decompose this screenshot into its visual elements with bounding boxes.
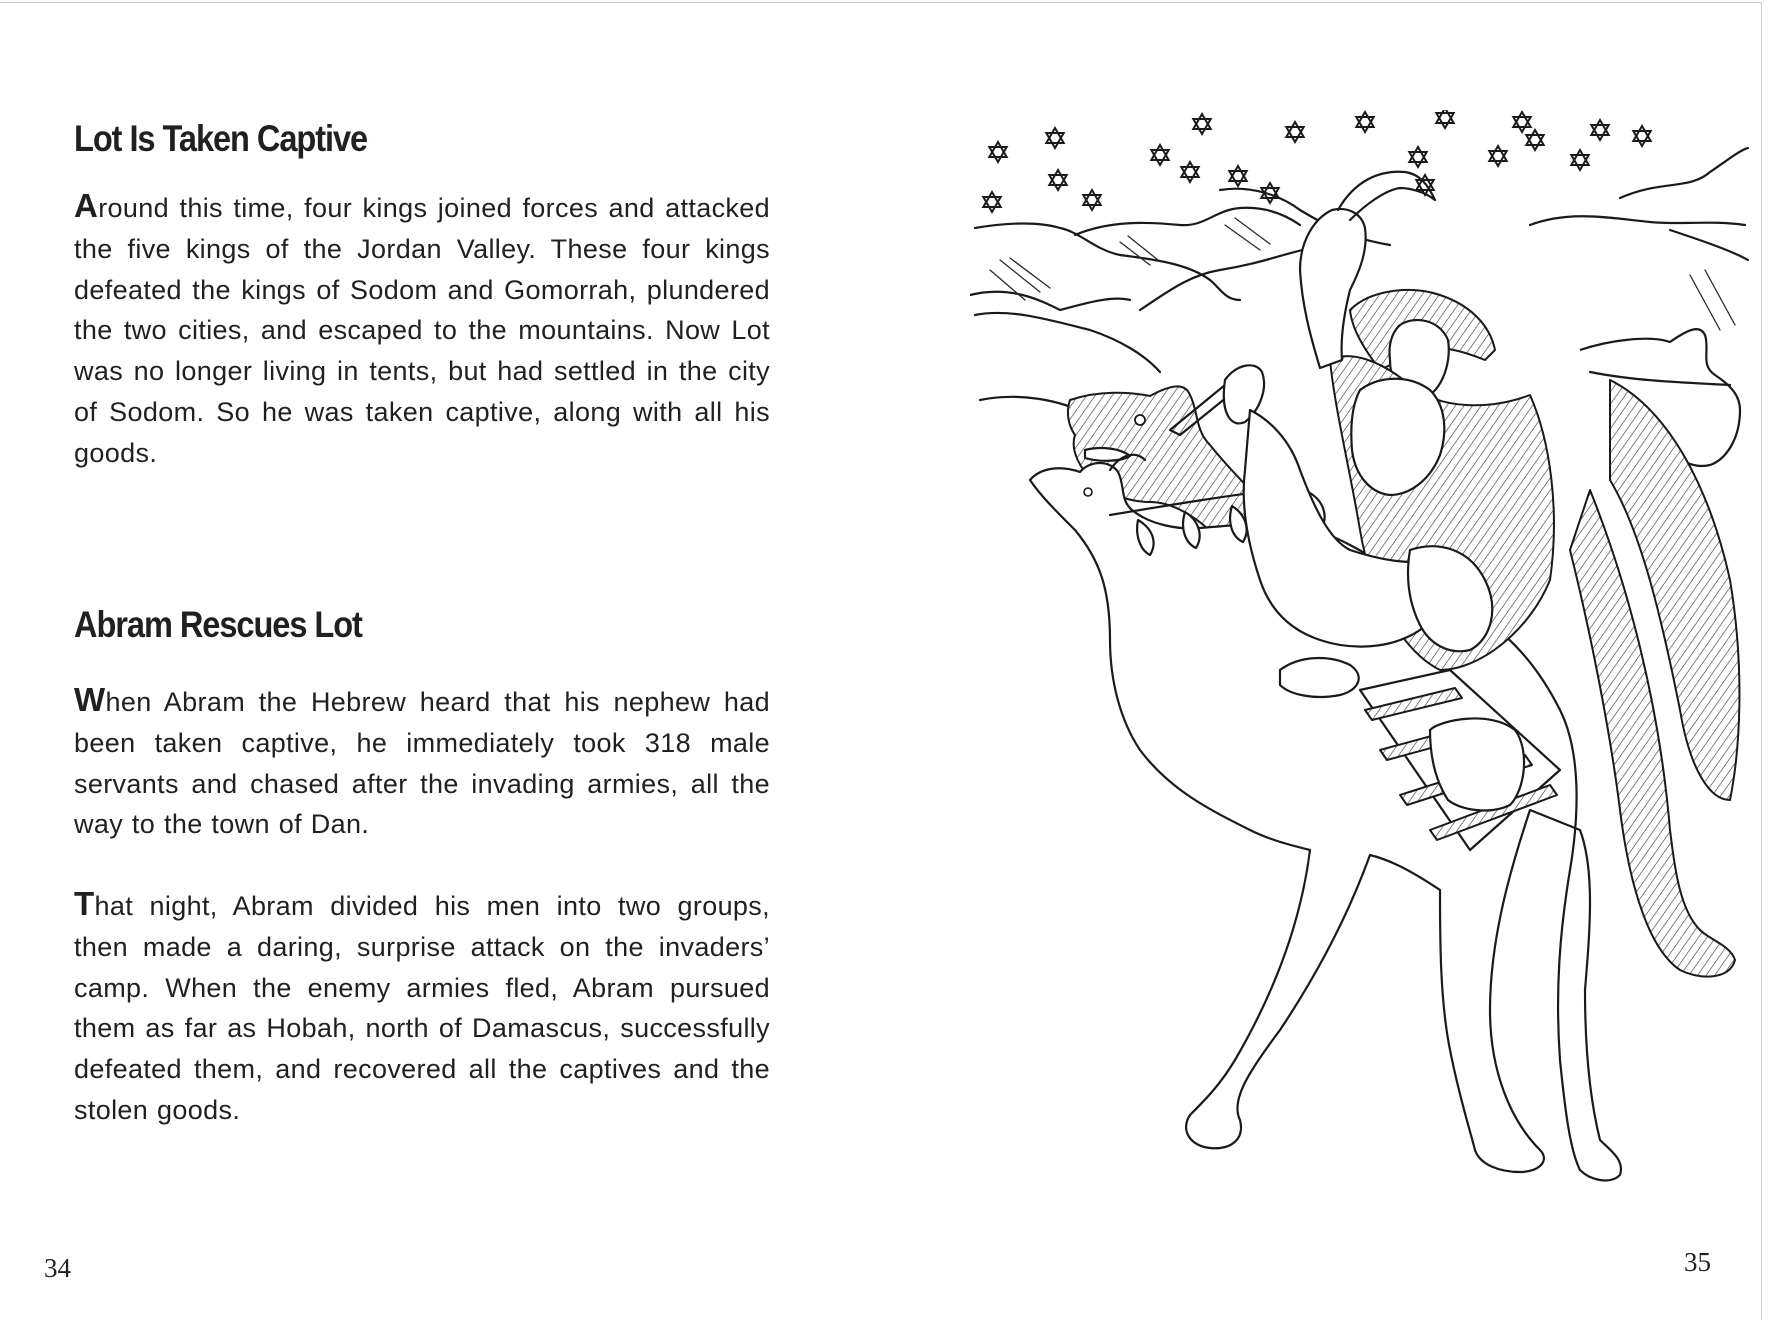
star-icon [1181,162,1198,182]
star-icon [1151,145,1168,165]
paragraph-text: round this time, four kings joined forces and attacked the five kings of the Jordan Valley. These four kings defeated the kings of Sodom and Gomorrah, plundered the two cities, and escaped to the mountains. Now Lot was no longer living in tents, but had settled in the city of Sodom. So he was taken captive, along with all his goods. [74,193,770,468]
back-camel [1570,329,1740,976]
section-heading-abram-rescues-lot: Abram Rescues Lot [74,604,362,645]
page-margin [1762,0,1768,1320]
star-icon [1489,146,1506,166]
star-icon [1409,147,1426,167]
page-number-left: 34 [44,1253,71,1283]
star-icon [1083,190,1100,210]
star-icon [1591,120,1608,140]
paragraph-text: hat night, Abram divided his men into two groups, then made a daring, surprise attack on the invaders’ camp. When the enemy armies fled, Abram pursued them as far as Hobah, north of Damascus, successfully defeated them, and recovered all the captives and the stolen goods. [74,891,770,1125]
star-icon [1193,114,1210,134]
paragraph-lot-captive [74,186,770,474]
page-top-border [0,2,1762,3]
star-icon [1356,112,1373,132]
paragraph-night-attack [74,884,770,1131]
star-icon [1513,112,1530,132]
dropcap-letter: W [74,681,106,718]
dropcap-letter: A [74,187,99,224]
star-icon [1286,122,1303,142]
star-icon [1229,166,1246,186]
star-icon [1571,150,1588,170]
paragraph-abram-heard [74,680,770,845]
stars-group [983,110,1650,212]
star-icon [1049,170,1066,190]
star-icon [1633,126,1650,146]
page-number-right: 35 [1684,1247,1711,1277]
section-heading-lot-taken-captive: Lot Is Taken Captive [74,118,368,159]
star-icon [983,192,1000,212]
star-icon [1526,130,1543,150]
paragraph-text: hen Abram the Hebrew heard that his nephew had been taken captive, he immediately took 318 male servants and chased after the invading armies, all the way to the town of Dan. [74,687,770,840]
illustration-camel-riders [970,110,1750,1200]
star-icon [1436,110,1453,128]
star-icon [1046,128,1063,148]
illustration-svg [970,110,1750,1200]
dropcap-letter: T [74,885,95,922]
star-icon [989,142,1006,162]
